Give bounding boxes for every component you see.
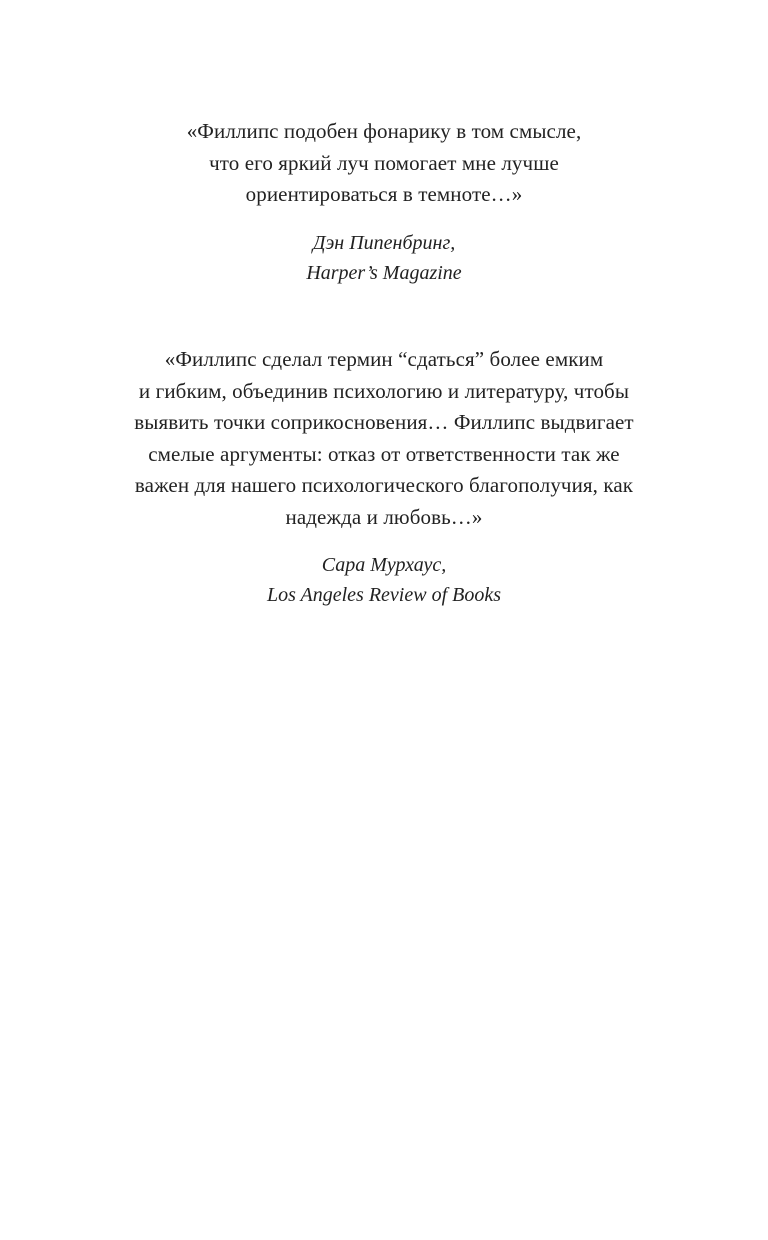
quote-line: надежда и любовь…» bbox=[285, 504, 483, 529]
quote-author: Дэн Пипенбринг, bbox=[312, 231, 456, 254]
quote-line: «Филлипс подобен фонарику в том смысле, bbox=[186, 119, 582, 143]
quote-attribution bbox=[0, 228, 768, 288]
quote-line: что его яркий луч помогает мне лучше bbox=[209, 150, 559, 175]
quote-author: Сара Мурхаус, bbox=[321, 554, 447, 576]
quote-attribution bbox=[0, 550, 768, 610]
quote-line: и гибким, объединив психологию и литературу, чтобы bbox=[138, 378, 630, 403]
quote-line: выявить точки соприкосновения… Филлипс выдвигает bbox=[134, 410, 634, 434]
quote-line: важен для нашего психологического благополучия, как bbox=[134, 473, 634, 497]
quote-source: Harper’s Magazine bbox=[306, 261, 462, 284]
quote-text bbox=[0, 344, 768, 533]
quote-line: «Филлипс сделал термин “сдаться” более емким bbox=[164, 347, 604, 371]
review-quote-block bbox=[0, 116, 768, 288]
quote-line: ориентироваться в темноте…» bbox=[245, 182, 523, 206]
review-quote-block bbox=[0, 344, 768, 610]
quote-text bbox=[0, 116, 768, 211]
quote-line: смелые аргументы: отказ от ответственности так же bbox=[148, 441, 620, 466]
quote-source: Los Angeles Review of Books bbox=[266, 584, 502, 606]
